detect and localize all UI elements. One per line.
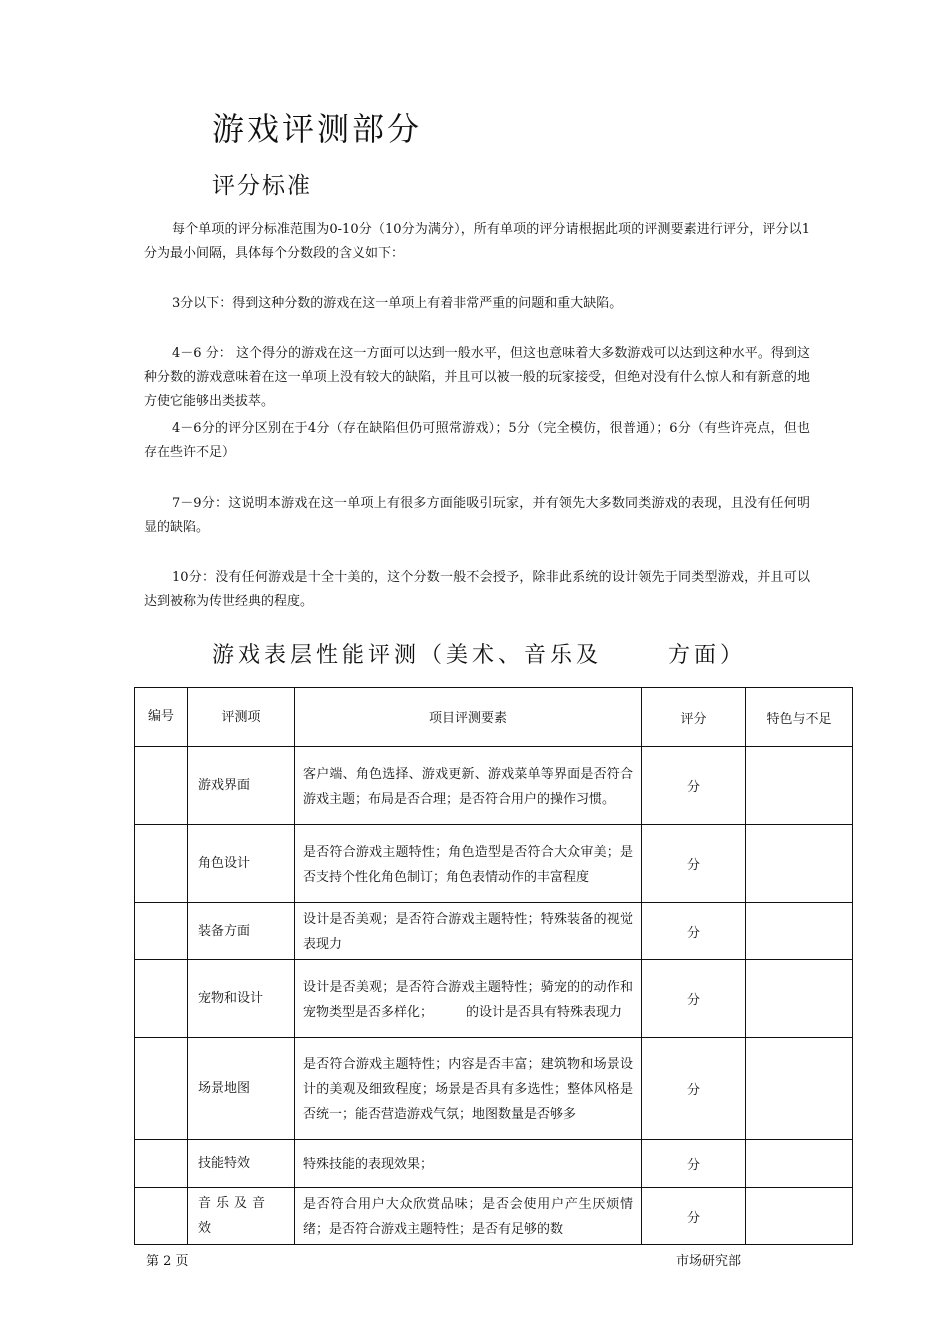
table-row [135,1038,853,1140]
row-notes-cell [746,1188,853,1245]
row-number-cell [135,903,188,960]
row-number-cell [135,1038,188,1140]
row-number-cell [135,1140,188,1188]
row-item: 宠物和设计 [188,960,295,1038]
row-score: 分 [642,903,746,960]
row-criteria: 设计是否美观；是否符合游戏主题特性；特殊装备的视觉表现力 [295,903,642,960]
row-notes-cell [746,960,853,1038]
row-number-cell [135,747,188,825]
table-row [135,747,853,825]
row-item: 角色设计 [188,825,295,903]
row-criteria: 设计是否美观；是否符合游戏主题特性；骑宠的的动作和宠物类型是否多样化； 的设计是否具有特殊表现力 [295,960,642,1038]
score-7-9-paragraph: 7－9分：这说明本游戏在这一单项上有很多方面能吸引玩家，并有领先大多数同类游戏的表现，且没有任何明显的缺陷。 [144,496,810,535]
header-score: 评分 [642,688,746,747]
table-row [135,1188,853,1245]
page-number: 第 2 页 [146,1254,189,1269]
header-item: 评测项 [188,688,295,747]
intro-paragraph: 每个单项的评分标准范围为0-10分（10分为满分），所有单项的评分请根据此项的评测要素进行评分，评分以1分为最小间隔，具体每个分数段的含义如下： [144,222,810,261]
row-item: 音乐及音效 [188,1188,295,1245]
row-score: 分 [642,1188,746,1245]
page-title: 游戏评测部分 [212,110,423,148]
row-criteria: 是否符合用户大众欣赏品味；是否会使用户产生厌烦情绪；是否符合游戏主题特性；是否有足够的数 [295,1188,642,1245]
row-item: 装备方面 [188,903,295,960]
row-notes-cell [746,1140,853,1188]
row-score: 分 [642,1140,746,1188]
score-4-6-detail-paragraph: 4－6分的评分区别在于4分（存在缺陷但仍可照常游戏）；5分（完全模仿，很普通）；6分（有些许亮点，但也存在些许不足） [144,421,810,460]
row-score: 分 [642,825,746,903]
row-score: 分 [642,960,746,1038]
row-criteria: 是否符合游戏主题特性；内容是否丰富；建筑物和场景设计的美观及细致程度；场景是否具有多选性；整体风格是否统一；能否营造游戏气氛；地图数量是否够多 [295,1038,642,1140]
row-criteria: 是否符合游戏主题特性；角色造型是否符合大众审美；是否支持个性化角色制订；角色表情动作的丰富程度 [295,825,642,903]
footer-department: 市场研究部 [676,1254,742,1269]
row-criteria: 客户端、角色选择、游戏更新、游戏菜单等界面是否符合游戏主题；布局是否合理；是否符合用户的操作习惯。 [295,747,642,825]
header-number: 编号 [135,688,188,747]
header-notes: 特色与不足 [746,688,853,747]
score-10-paragraph: 10分：没有任何游戏是十全十美的，这个分数一般不会授予，除非此系统的设计领先于同类型游戏，并且可以达到被称为传世经典的程度。 [144,570,810,609]
header-criteria: 项目评测要素 [295,688,642,747]
row-number-cell [135,1188,188,1245]
row-item: 技能特效 [188,1140,295,1188]
row-item: 场景地图 [188,1038,295,1140]
score-4-6-paragraph: 4－6 分： 这个得分的游戏在这一方面可以达到一般水平，但这也意味着大多数游戏可以达到这种水平。得到这种分数的游戏意味着在这一单项上没有较大的缺陷，并且可以被一般的玩家接受，但绝对没有什么惊人和有新意的地方使它能够出类拔萃。 [144,346,810,409]
table-row [135,960,853,1038]
row-criteria: 特殊技能的表现效果； [295,1140,642,1188]
row-notes-cell [746,825,853,903]
table-section-title: 游戏表层性能评测（美术、音乐及 方面） [212,643,746,668]
table-header-row [135,688,853,747]
table-row [135,903,853,960]
row-notes-cell [746,747,853,825]
table-row [135,825,853,903]
row-notes-cell [746,903,853,960]
section-subtitle: 评分标准 [212,173,312,199]
evaluation-table [134,687,853,1245]
row-score: 分 [642,747,746,825]
table-row [135,1140,853,1188]
score-below-3-paragraph: 3分以下：得到这种分数的游戏在这一单项上有着非常严重的问题和重大缺陷。 [172,296,623,311]
row-number-cell [135,825,188,903]
row-score: 分 [642,1038,746,1140]
row-notes-cell [746,1038,853,1140]
row-item: 游戏界面 [188,747,295,825]
row-number-cell [135,960,188,1038]
